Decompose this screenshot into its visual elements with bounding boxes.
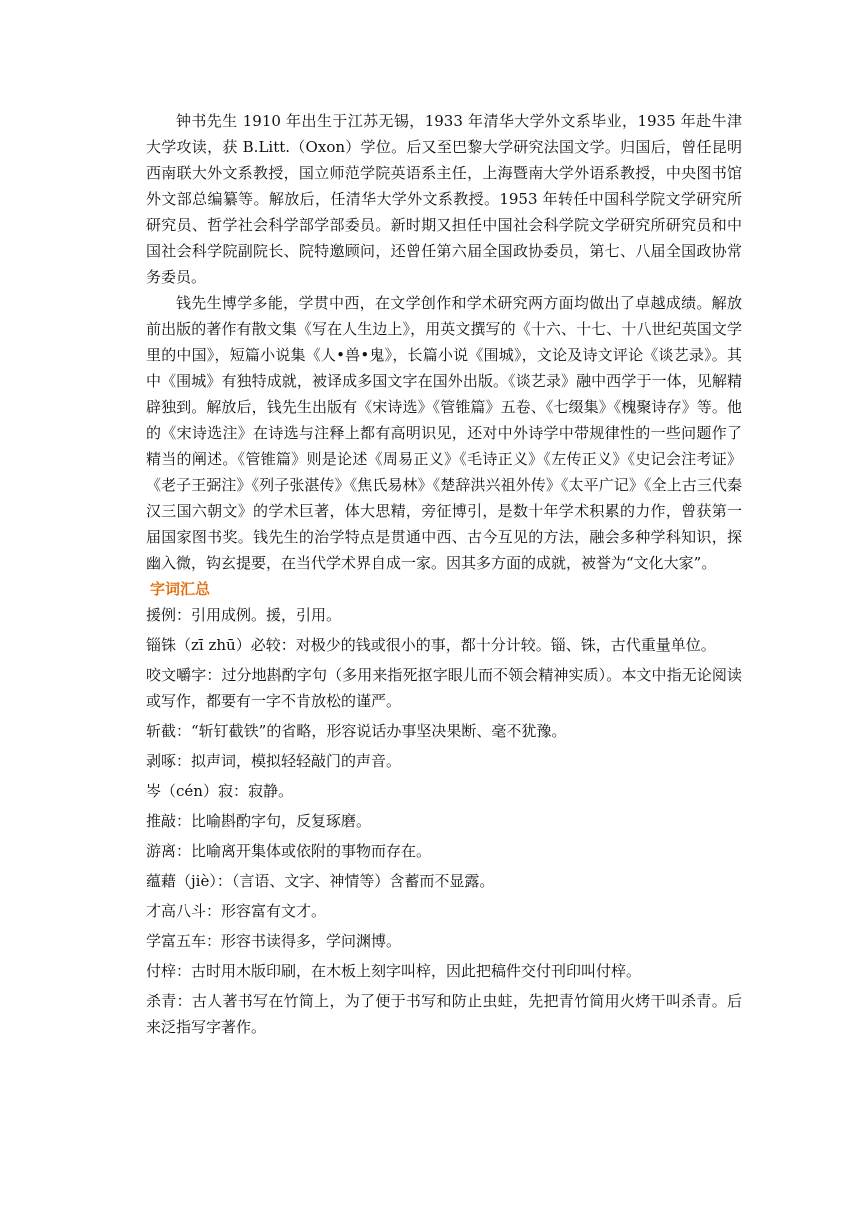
vocab-entry: 杀青：古人著书写在竹简上，为了便于书写和防止虫蛀，先把青竹简用火烤干叫杀青。后来泛指写字著作。 — [146, 992, 742, 1036]
vocab-entry: 才高八斗：形容富有文才。 — [146, 902, 327, 920]
vocab-section-title: 字词汇总 — [150, 580, 211, 598]
vocab-entry: 咬文嚼字：过分地斟酌字句（多用来指死抠字眼儿而不领会精神实质）。本文中指无论阅读或写作，都要有一字不肯放松的谨严。 — [146, 666, 742, 710]
vocab-entry: 岑（cén）寂：寂静。 — [146, 782, 293, 800]
vocab-entry: 付梓：古时用木版印刷，在木板上刻字叫梓，因此把稿件交付刊印叫付梓。 — [146, 962, 642, 980]
vocab-entry: 剥啄：拟声词，模拟轻轻敲门的声音。 — [146, 752, 402, 770]
vocab-list — [146, 602, 742, 1040]
vocab-entry: 援例：引用成例。援，引用。 — [146, 606, 342, 624]
vocab-entry: 游离：比喻离开集体或依附的事物而存在。 — [146, 842, 432, 860]
vocab-entry: 学富五车：形容书读得多，学问渊博。 — [146, 932, 402, 950]
vocab-entry: 蕴藉（jiè）：（言语、文字、神情等）含蓄而不显露。 — [146, 872, 495, 890]
intro-paragraph-2: 钱先生博学多能，学贯中西，在文学创作和学术研究两方面均做出了卓越成绩。解放前出版的著作有散文集《写在人生边上》，用英文撰写的《十六、十七、十八世纪英国文学里的中国》，短篇小说集《人•兽•鬼》，长篇小说《围城》，文论及诗文评论《谈艺录》。其中《围城》有独特成就，被译成多国文字在国外出版。《谈艺录》融中西学于一体，见解精辟独到。解放后，钱先生出版有《宋诗选》《管锥篇》五卷、《七缀集》《槐聚诗存》等。他的《宋诗选注》在诗选与注释上都有高明识见，还对中外诗学中带规律性的一些问题作了精当的阐述。《管锥篇》则是论述《周易正义》《毛诗正义》《左传正义》《史记会注考证》《老子王弼注》《列子张湛传》《焦氏易林》《楚辞洪兴祖外传》《太平广记》《全上古三代秦汉三国六朝文》的学术巨著，体大思精，旁征博引，是数十年学术积累的力作，曾获第一届国家图书奖。钱先生的治学特点是贯通中西、古今互见的方法，融会多种学科知识，探幽入微，钩玄提要，在当代学术界自成一家。因其多方面的成就，被誉为“文化大家”。 — [146, 294, 742, 572]
vocab-entry: 斩截：“斩钉截铁”的省略，形容说话办事坚决果断、毫不犹豫。 — [146, 722, 567, 740]
vocab-entry: 锱铢（zī zhū）必较：对极少的钱或很小的事，都十分计较。锱、铢，古代重量单位。 — [146, 636, 716, 654]
document-page — [146, 108, 742, 1044]
vocab-entry: 推敲：比喻斟酌字句，反复琢磨。 — [146, 812, 372, 830]
intro-paragraph-1: 钟书先生 1910 年出生于江苏无锡，1933 年清华大学外文系毕业，1935 年赴牛津大学攻读，获 B.Litt.（Oxon）学位。后又至巴黎大学研究法国文学。归国后，曾任昆明西南联大外文系教授，国立师范学院英语系主任，上海暨南大学外语系教授，中央图书馆外文部总编纂等。解放后，任清华大学外文系教授。1953 年转任中国科学院文学研究所研究员、哲学社会科学部学部委员。新时期又担任中国社会科学院文学研究所研究员和中国社会科学院副院长、院特邀顾问，还曾任第六届全国政协委员，第七、八届全国政协常务委员。 — [146, 112, 742, 286]
